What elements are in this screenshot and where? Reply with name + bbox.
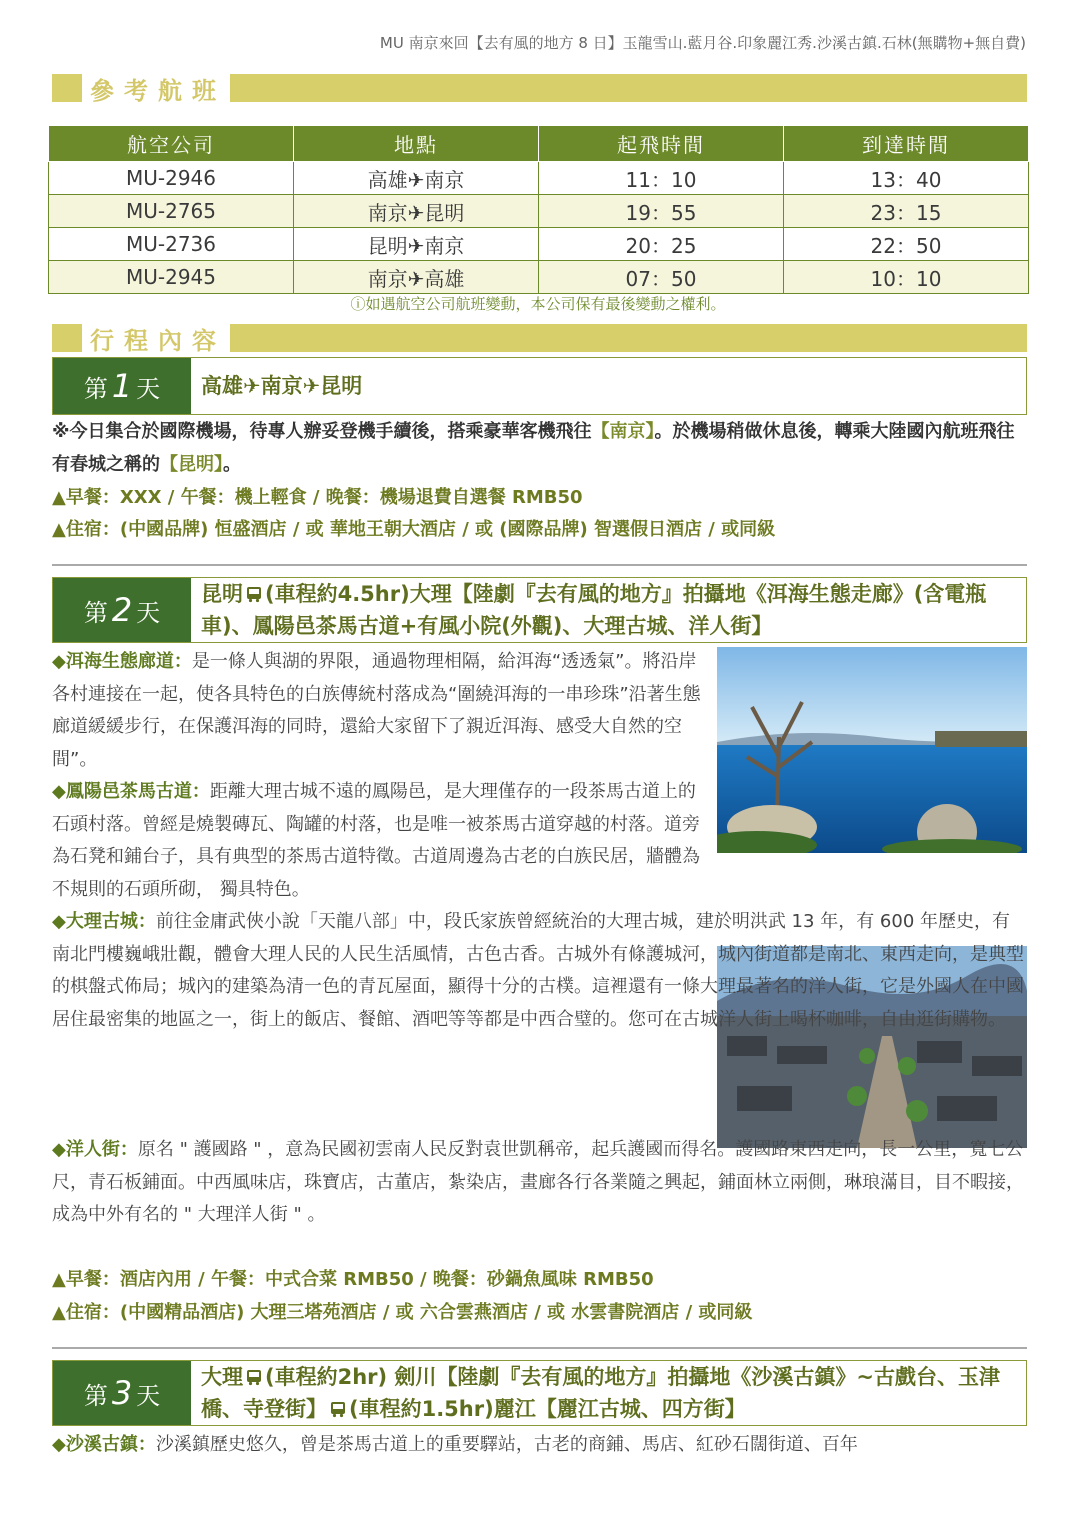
day-1-meals: ▲早餐：XXX / 午餐：機上輕食 / 晚餐：機場退費自選餐 RMB50 xyxy=(52,487,583,508)
day-2-hotel: ▲住宿：(中國精品酒店) 大理三塔苑酒店 / 或 六合雲燕酒店 / 或 水雲書院酒店 / 或同級 xyxy=(52,1302,753,1323)
col-header-airline: 航空公司 xyxy=(49,126,294,162)
day-1-label: 第 1 天 xyxy=(53,358,191,414)
cell-route: 高雄✈南京 xyxy=(294,162,539,195)
erhai-lake-photo xyxy=(717,647,1027,853)
erhai-paragraph: ◆洱海生態廊道：是一條人與湖的界限，通過物理相隔，給洱海“透透氣”。將沿岸各村連接在一起，使各具特色的白族傳統村落成為“圍繞洱海的一串珍珠”沿著生態廊道緩緩步行，在保護洱海的同時，還給大家留下了親近洱海、感受大自然的空間”。 xyxy=(52,651,701,770)
cell-flight: MU-2736 xyxy=(49,228,294,261)
cell-flight: MU-2946 xyxy=(49,162,294,195)
table-row xyxy=(49,261,1029,294)
page-header: MU 南京來回【去有風的地方 8 日】玉龍雪山.藍月谷.印象麗江秀.沙溪古鎮.石林(無購物+無自費) xyxy=(379,34,1026,52)
day-2-title: 昆明 (車程約4.5hr)大理【陸劇『去有風的地方』拍攝地《洱海生態走廊》(含電瓶車)、鳳陽邑茶馬古道+有風小院(外觀)、大理古城、洋人街】 xyxy=(201,582,987,638)
cell-arrive: 10：10 xyxy=(784,261,1029,294)
day-1-intro: ※今日集合於國際機場，待專人辦妥登機手續後，搭乘豪華客機飛往【南京】。於機場稍做休息後，轉乘大陸國內航班飛往有春城之稱的【昆明】。 xyxy=(52,421,1015,475)
cell-depart: 19：55 xyxy=(539,195,784,228)
cell-flight: MU-2765 xyxy=(49,195,294,228)
day-1-title: 高雄✈南京✈昆明 xyxy=(201,374,363,398)
cell-route: 南京✈昆明 xyxy=(294,195,539,228)
bus-icon xyxy=(245,585,263,603)
section-bar-flights xyxy=(52,74,1027,105)
day-2-header xyxy=(52,577,1027,643)
day-3-label: 第 3 天 xyxy=(53,1361,191,1425)
col-header-arrive: 到達時間 xyxy=(784,126,1029,162)
col-header-depart: 起飛時間 xyxy=(539,126,784,162)
day-2-meals: ▲早餐：酒店內用 / 午餐：中式合菜 RMB50 / 晚餐：砂鍋魚風味 RMB50 xyxy=(52,1269,654,1290)
shaxi-paragraph: ◆沙溪古鎮：沙溪鎮歷史悠久，曾是茶馬古道上的重要驛站，古老的商鋪、馬店、紅砂石闊街道、百年 xyxy=(52,1434,858,1455)
day-3-title: 大理 (車程約2hr) 劍川【陸劇『去有風的地方』拍攝地《沙溪古鎮》~古戲台、玉津橋、寺登街】 (車程約1.5hr)麗江【麗江古城、四方街】 xyxy=(201,1365,1001,1421)
divider xyxy=(52,1347,1027,1349)
cell-depart: 07：50 xyxy=(539,261,784,294)
cell-depart: 11：10 xyxy=(539,162,784,195)
section-title-flights: 參考航班 xyxy=(90,77,226,105)
cell-route: 昆明✈南京 xyxy=(294,228,539,261)
cell-route: 南京✈高雄 xyxy=(294,261,539,294)
fengyangyi-paragraph: ◆鳳陽邑茶馬古道：距離大理古城不遠的鳳陽邑，是大理僅存的一段茶馬古道上的石頭村落。曾經是燒製磚瓦、陶罐的村落，也是唯一被茶馬古道穿越的村落。道旁為石凳和鋪台子，具有典型的茶馬古道特徵。古道周邊為古老的白族民居，牆體為不規則的石頭所砌， 獨具特色。 xyxy=(52,781,700,900)
section-bar-itinerary xyxy=(52,324,1027,355)
col-header-route: 地點 xyxy=(294,126,539,162)
cell-arrive: 13：40 xyxy=(784,162,1029,195)
day-1-hotel: ▲住宿：(中國品牌) 恒盛酒店 / 或 華地王朝大酒店 / 或 (國際品牌) 智選假日酒店 / 或同級 xyxy=(52,519,776,540)
table-row xyxy=(49,228,1029,261)
day-3-header xyxy=(52,1360,1027,1426)
dali-old-town-paragraph: ◆大理古城：前往金庸武俠小說「天龍八部」中，段氏家族曾經統治的大理古城，建於明洪武 13 年，有 600 年歷史，有南北門樓巍峨壯觀，體會大理人民的人民生活風情，古色古香。古城外有條護城河，城內街道都是南北、東西走向，是典型的棋盤式佈局；城內的建築為清一色的青瓦屋面，顯得十分的古樸。這裡還有一條大理最著名的洋人街，它是外國人在中國居住最密集的地區之一，街上的飯店、餐館、酒吧等等都是中西合璧的。您可在古城洋人街上喝杯咖啡，自由逛街購物。 xyxy=(52,911,1024,1030)
table-row xyxy=(49,195,1029,228)
foreigner-street-paragraph: ◆洋人街：原名 " 護國路 " ，意為民國初雲南人民反對袁世凱稱帝，起兵護國而得名。護國路東西走向，長一公里，寬七公尺，青石板鋪面。中西風味店，珠寶店，古董店，紮染店，畫廊各行各業隨之興起，鋪面林立兩側，琳琅滿目，目不暇接，成為中外有名的 " 大理洋人街 " 。 xyxy=(52,1139,1024,1225)
cell-arrive: 23：15 xyxy=(784,195,1029,228)
day-1-header xyxy=(52,357,1027,415)
cell-arrive: 22：50 xyxy=(784,228,1029,261)
day-2-label: 第 2 天 xyxy=(53,578,191,642)
flight-note: ⓘ如遇航空公司航班變動，本公司保有最後變動之權利。 xyxy=(350,295,726,313)
section-title-itinerary: 行程內容 xyxy=(90,327,226,355)
flight-table xyxy=(48,125,1029,294)
cell-flight: MU-2945 xyxy=(49,261,294,294)
table-row xyxy=(49,162,1029,195)
bus-icon xyxy=(329,1400,347,1418)
bus-icon xyxy=(245,1368,263,1386)
cell-depart: 20：25 xyxy=(539,228,784,261)
divider xyxy=(52,564,1027,566)
